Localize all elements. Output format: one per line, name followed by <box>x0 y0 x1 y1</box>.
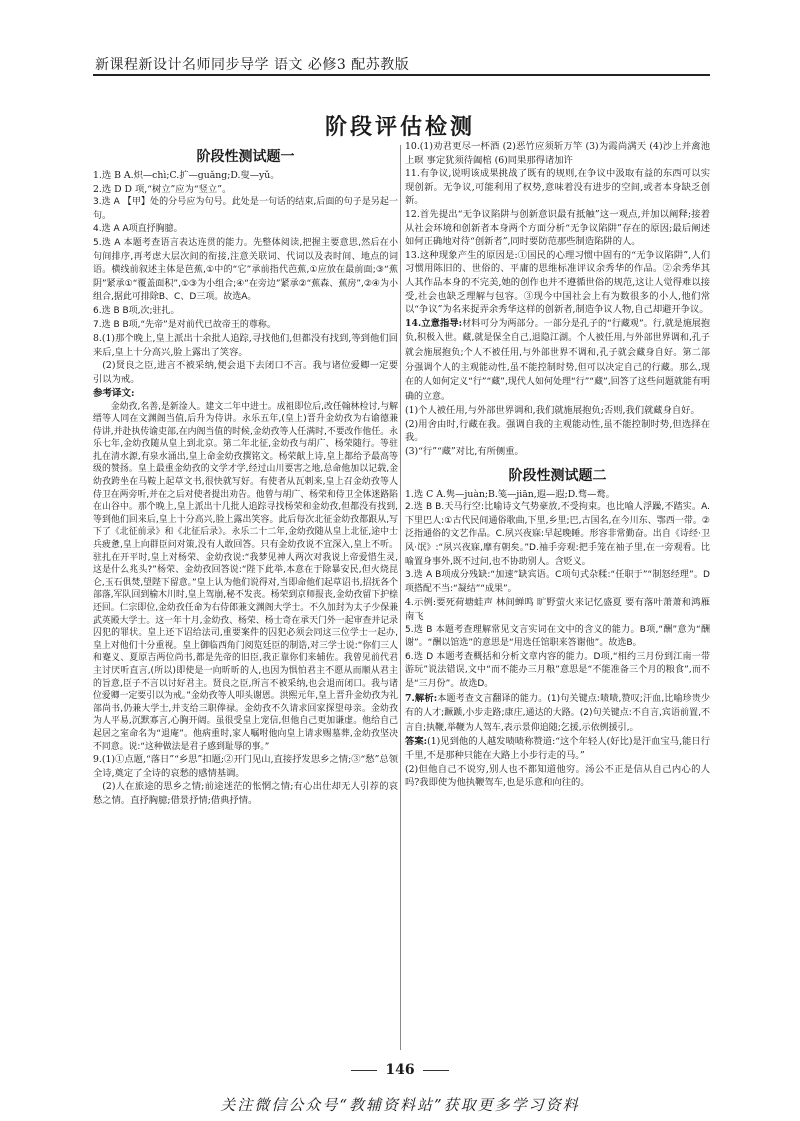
answer-item: 7.选 B B项,“先帝”是对前代已故帝王的尊称。 <box>93 319 276 330</box>
answer-item: 9.(1)①点题,“落日”“乡思”扣题;②开门见山,直接抒发思乡之情;③“愁”总领全诗,奠定了全诗的哀愁的感情基调。 <box>93 754 398 779</box>
focus-point: (1)个人被任用,与外部世界调和,我们就施展抱负;否则,我们就藏身自好。 <box>405 405 700 417</box>
page-number-text: 146 <box>385 1062 415 1078</box>
answer-item: 10.(1)劝君更尽一杯酒 (2)恶竹应须斩万竿 (3)为霞尚满天 (4)沙上并禽池上暝 事定犹须待阖棺 (6)同果那得诸加许 <box>405 141 710 166</box>
left-column <box>93 140 398 1052</box>
answer-item: 6.选 D 本题考查概括和分析文章内容的能力。D项,“相约三月份到江南一带游玩”说法错误,文中“而不能办三月粮”意思是“不能准备三个月的粮食”,而不是“三月份”。故选D。 <box>405 651 710 689</box>
answer-item: 4.选 A A项直抒胸臆。 <box>93 224 183 235</box>
header-text: 新课程新设计名师同步导学 语文 必修3 配苏教版 <box>95 57 410 73</box>
answer-item: 3.选 A 【甲】处的分号应为句号。此处是一句话的结束,后面的句子是另起一句。 <box>93 197 398 221</box>
answer-item: 11.有争议,说明该成果挑战了既有的规则,在争议中汲取有益的东西可以实现创新。无争议,可能利用了权势,意味着没有进步的空间,或者本身缺乏创新。 <box>405 168 710 207</box>
answer-item: 4.示例:要死荷塘蛙声 林间蝉鸣 旷野萤火来记忆盛夏 要有落叶萧萧和鸿雁南飞 <box>405 597 710 622</box>
answer-label: 答案: <box>405 736 428 748</box>
answer-item: 8.(1)那个晚上,皇上派出十余批人追踪,寻找他们,但都没有找到,等到他们回来后,皇上十分高兴,脸上露出了笑容。 <box>93 333 398 358</box>
answer-item: 5.选 B 本题考查理解常见文言实词在文中的含义的能力。B项,“酬”意为“酬谢”。“酬以馆选”的意思是“用选任馆职来答谢他”。故选B。 <box>405 624 710 649</box>
page-number <box>0 1062 800 1078</box>
focus-point: (3)“行”“藏”对比,有所侧重。 <box>405 446 524 458</box>
focus-label: 14.立意指导: <box>405 317 463 329</box>
section-title-test2: 阶段性测试题二 <box>508 467 607 484</box>
q7-label: 7.解析: <box>405 692 438 704</box>
answer-item: 13.这种现象产生的原因是:①国民的心理习惯中固有的“无争议陷阱”,人们习惯用陈旧的、世俗的、平庸的思维标准评议余秀华的作品。②余秀华其人其作品本身的不完美,她的创作也并不遵循世俗的规范,这让人觉得难以接受,社会也缺乏理解与包容。③现今中国社会上有为数很多的小人,他们常以“争议”为名来捉弄余秀华这样的创新者,制造争议人物,自己却避开争议。 <box>405 249 710 316</box>
q7-analysis <box>405 692 710 736</box>
answer-text: (1)见到他的人越发啧啧称赞道:“这个年轻人(好比)是汗血宝马,能日行千里,不是那种只能在大路上小步行走的马。” <box>405 736 710 761</box>
answer-item: 2.选 B B.天马行空:比喻诗文气势豪放,不受拘束。也比喻人浮躁,不踏实。A.下里巴人:①古代民间通俗歌曲,下里,乡里;巴,古国名,在今川东、鄂西一带。②泛指通俗的文艺作品。C.夙兴夜寐:早起晚睡。形容非常勤奋。出自《诗经·卫风·氓》:“夙兴夜寐,靡有朝矣。”D.袖手旁观:把手笼在袖子里,在一旁观看。比喻置身事外,既不过问,也不协助别人。含贬义。 <box>405 502 710 567</box>
answer-item: (2)贤良之臣,进言不被采纳,便会退下去闭口不言。我与诸位爱卿一定要引以为戒。 <box>93 360 398 385</box>
q7-text: 本题考查文言翻译的能力。(1)句关键点:啧啧,赞叹;汗血,比喻珍贵少有的人才;蹶踬,小步走路;康庄,通达的大路。(2)句关键点:不自言,宾语前置,不言自;执鞭,举鞭为人驾车,表示景仰追随;乞援,示依例援引,。 <box>405 693 710 733</box>
focus-point: (2)用舍由时,行藏在我。强调自我的主观能动性,虽不能控制时势,但选择在我。 <box>405 418 710 444</box>
answer-item: 12.首先提出“无争议陷阱与创新意识最有抵触”这一观点,并加以阐释;接着从社会环境和创新者本身两个方面分析“无争议陷阱”存在的原因;最后阐述如何正确地对待“创新者”,同时要防范那些制造陷阱的人。 <box>405 208 710 248</box>
reference-translation-label: 参考译文: <box>93 387 135 399</box>
focus-text: 材料可分为两部分。一部分是孔子的“行藏观”。行,就是施展抱负,积极入世。藏,就是保全自己,退隐江湖。个人被任用,与外部世界调和,孔子就会施展抱负;个人不被任用,与外部世界不调和,孔子就会藏身自好。第二部分强调个人的主观能动性,虽不能控制时势,但可以决定自己的行藏。那么,现在的人如何定义“行”“藏”,现代人如何处理“行”“藏”,回答了这些问题就能有明确的立意。 <box>405 318 710 402</box>
answer-text-2: (2)但他自己不说穷,别人也不都知道他穷。汤公不正是信从自己内心的人吗?我即使为他执鞭驾车,也是乐意和向往的。 <box>405 763 710 789</box>
right-column <box>405 140 710 1052</box>
answer-item: 1.选 C A.隽—juàn;B.笺—jiān,遐—遐;D.骛—鹜。 <box>405 488 615 500</box>
footer-note: 关注微信公众号“教辅资料站”获取更多学习资料 <box>220 1096 580 1114</box>
page-header <box>93 50 710 76</box>
answer-item: 2.选 D D 项,“树立”应为“竖立”。 <box>93 183 232 195</box>
page-title: 阶段评估检测 <box>324 114 475 140</box>
answer-item: 3.选 A B项成分残缺:“加速”缺宾语。C项句式杂糅:“任职于”“制怒经理”。D项搭配不当:“凝结”“成果”。 <box>405 570 710 594</box>
answer-item: (2)人在旅途的思乡之情;前途迷茫的怅惘之情;有心出仕却无人引荐的哀愁之情。直抒胸臆;借景抒情;借典抒情。 <box>93 781 398 806</box>
answer-item: 5.选 A 本题考查语言表达连贯的能力。先整体阅读,把握主要意思,然后在小句间排序,再考虑大层次间的衔接,注意关联词、代词以及表时间、地点的词语。横线前叙述主体是芭蕉,①中的“它”承前指代芭蕉,①应放在最前面;③“蕉阴”紧承①“覆盖面积”,①③为小组合;④“在旁边”紧承②“蕉森、蕉房”,②④为小组合,据此可排除B、C、D三项。故选A。 <box>93 237 398 303</box>
column-divider <box>400 145 401 1050</box>
writing-guidance <box>405 317 710 405</box>
q7-answer <box>405 735 710 762</box>
answer-item: 6.选 B B项,次;驻扎。 <box>93 305 180 316</box>
section-title-test1: 阶段性测试题一 <box>196 149 295 165</box>
answer-item: 1.选 B A.炽—chì;C.扩—guǎng;D.叟—yǔ。 <box>93 170 280 181</box>
reference-translation: 金幼孜,名善,是新淦人。建文二年中进士。成祖即位后,改任翰林检讨,与解缙等人同在文渊阁当值,后升为侍讲。永乐五年,(皇上)晋升金幼孜为右谕德兼侍讲,并赴执传谕吏部,在内阁当值的时候,金幼孜等人任满时,不要改作他任。永乐七年,金幼孜随从皇上到北京。第二年北征,金幼孜与胡广、杨荣随行。等驻扎在清水源,有泉水涌出,皇上命金幼孜撰铭文。杨荣献上诗,皇上都给予最高等级的赞扬。皇上最重金幼孜的文学才学,经过山川要害之地,总命他加以记载,金幼孜跨坐在马鞍上起草文书,很快就写好。有使者从瓦剌来,皇上召金幼孜等人侍卫在两旁听,并在之后对使者提出劝告。他曾与胡广、杨荣和侍卫全体迷路陷在山谷中。那个晚上,皇上派出十几批人追踪寻找杨荣和金幼孜,但都没有找到,等到他们回来后,皇上十分高兴,脸上露出笑容。此后每次北征金幼孜都跟从,写下了《北征前录》和《北征后录》。永乐二十二年,金幼孜随从皇上北征,途中士兵疲惫,皇上向群臣问对策,没有人敢回答。只有金幼孜说不宜深入,皇上不听。驻扎在开平时,皇上对杨荣、金幼孜说:“我梦见神人两次对我说上帝爱惜生灵,这是什么兆头?”杨荣、金幼孜回答说:“陛下此举,本意在于除暴安民,但火烧昆仑,玉石俱焚,望陛下留意。”皇上认为他们说得对,当即命他们起草诏书,招抚各个部落,军队回到榆木川时,皇上驾崩,秘不发丧。杨荣到京师报丧,金幼孜留下护榇还回。仁宗即位,金幼孜任命为右侍郎兼文渊阁大学士。不久加封为太子少保兼武英殿大学士。这一年十月,金幼孜、杨荣、杨士奇在承天门外一起审查并记录囚犯的罪状。皇上还下诏给法司,重要案件的囚犯必须会同这三位学士一起办,皇上对他们十分重视。皇上御临西角门阅览廷臣的制诰,对三学士说:“你们三人和蹇义、夏原吉两位尚书,都是先帝的旧臣,我正靠你们来辅佐。我曾见前代君主讨厌听直言,(所以)即使是一向昕昕的人,也因为惧怕君主不愿从而顺从君主的旨意,臣子不言以讨好君主。贤良之臣,所言不被采纳,也会退而闭口。我与诸位爱卿一定要引以为戒。”金幼孜等人叩头谢恩。洪熙元年,皇上晋升金幼孜为礼部尚书,仍兼大学士,并支给三职俸禄。金幼孜不久请求回家探望母亲。金幼孜为人平易,沉默寡言,心胸开阔。虽很受皇上宠信,但他自己更加谦虚。他给自己起居之室命名为“退庵”。他病重时,家人嘱咐他向皇上请求赐墓葬,金幼孜坚决不同意。说:“这种做法是君子感到耻辱的事。” <box>93 401 398 752</box>
